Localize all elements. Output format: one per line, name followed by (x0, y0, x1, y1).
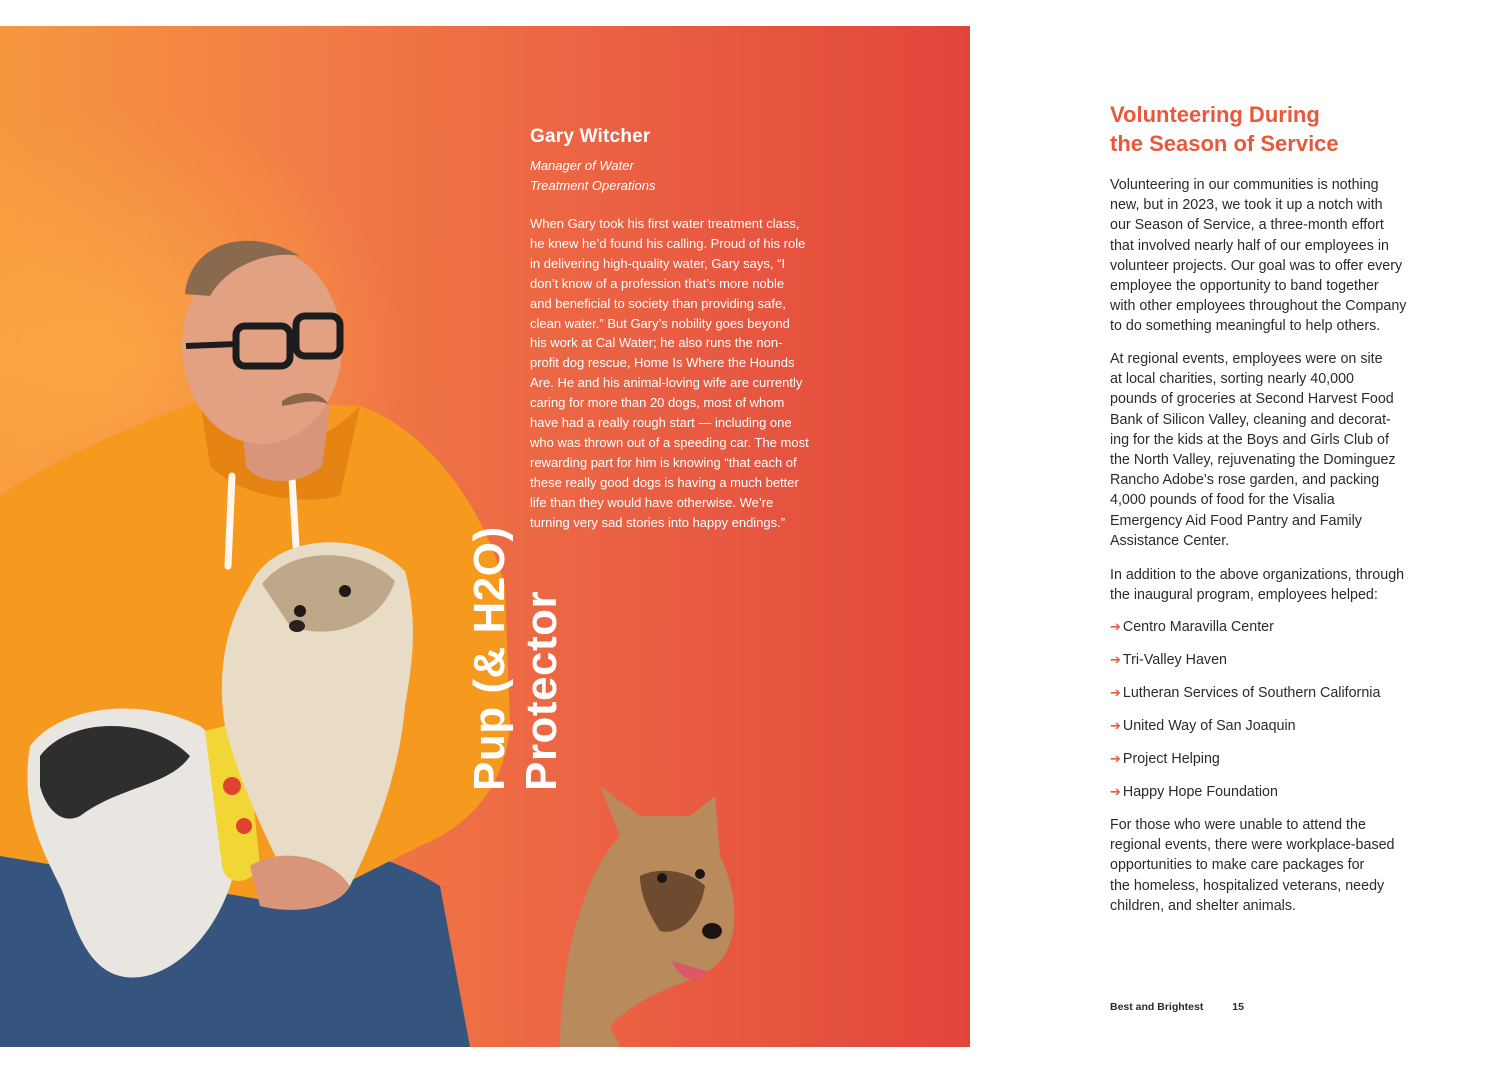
arrow-right-icon: ➔ (1110, 685, 1121, 700)
job-title-line: Treatment Operations (530, 177, 656, 193)
list-item (1110, 650, 1380, 683)
text-line: children, and shelter animals. (1110, 897, 1296, 914)
text-line: Rancho Adobe’s rose garden, and packing (1110, 472, 1380, 489)
bio-line: these really good dogs is having a much better (530, 474, 799, 490)
list-item (1110, 716, 1380, 749)
page-footer (1110, 1001, 1244, 1013)
paragraph-organizations-intro (1110, 565, 1435, 605)
profile-job-title (530, 156, 790, 195)
bio-line: life than they would have otherwise. We’re (530, 494, 774, 510)
text-line: At regional events, employees were on site (1110, 351, 1383, 367)
bio-line: who was thrown out of a speeding car. The most (530, 434, 809, 450)
bio-line: clean water.” But Gary’s nobility goes beyond (530, 315, 790, 331)
text-line: ing for the kids at the Boys and Girls Club of (1110, 431, 1389, 448)
organization-name: Happy Hope Foundation (1122, 784, 1278, 800)
organization-name: Tri-Valley Haven (1122, 652, 1227, 668)
text-line: regional events, there were workplace-based (1110, 837, 1395, 854)
text-line: new, but in 2023, we took it up a notch with (1110, 197, 1383, 214)
bio-line: profit dog rescue, Home Is Where the Hounds (530, 355, 795, 371)
bio-line: have had a really rough start — including one (530, 415, 792, 431)
bio-line: his work at Cal Water; he also runs the non- (530, 335, 783, 351)
text-line: to do something meaningful to help others. (1110, 318, 1381, 335)
organization-name: Centro Maravilla Center (1122, 619, 1274, 635)
footer-label: Best and Brightest (1110, 1001, 1204, 1013)
bio-line: caring for more than 20 dogs, most of whom (530, 395, 785, 411)
text-line: pounds of groceries at Second Harvest Food (1110, 391, 1394, 408)
bio-line: rewarding part for him is knowing “that each of (530, 454, 797, 470)
photo-panel (0, 26, 970, 1047)
list-item (1110, 749, 1380, 782)
text-line: 4,000 pounds of food for the Visalia (1110, 492, 1335, 509)
dog-right (560, 786, 734, 1047)
bio-line: and beneficial to society than providing safe, (530, 295, 786, 311)
paragraph-workplace (1110, 815, 1435, 916)
feature-title (464, 371, 568, 791)
bio-line: in delivering high-quality water, Gary says, “I (530, 255, 786, 271)
text-line: the inaugural program, employees helped: (1110, 587, 1378, 604)
profile-bio (530, 214, 835, 533)
bio-line: When Gary took his first water treatment class, (530, 216, 800, 231)
text-line: opportunities to make care packages for (1110, 857, 1365, 874)
section-heading (1110, 100, 1430, 158)
text-line: Assistance Center. (1110, 532, 1230, 549)
text-line: employee the opportunity to band together (1110, 278, 1379, 295)
text-line: For those who were unable to attend the (1110, 817, 1366, 833)
organization-name: United Way of San Joaquin (1122, 718, 1296, 734)
text-line: the North Valley, rejuvenating the Dominguez (1110, 452, 1396, 469)
text-line: Emergency Aid Food Pantry and Family (1110, 512, 1362, 529)
bio-line: turning very sad stories into happy endings.” (530, 514, 786, 530)
arrow-right-icon: ➔ (1110, 751, 1121, 766)
paragraph-intro (1110, 175, 1435, 337)
text-line: volunteer projects. Our goal was to offer every (1110, 257, 1403, 274)
arrow-right-icon: ➔ (1110, 619, 1121, 634)
text-line: In addition to the above organizations, through (1110, 567, 1405, 583)
text-line: that involved nearly half of our employees in (1110, 237, 1389, 254)
list-item (1110, 782, 1380, 815)
arrow-right-icon: ➔ (1110, 784, 1121, 799)
organizations-list (1110, 617, 1380, 815)
arrow-right-icon: ➔ (1110, 718, 1121, 733)
text-line: our Season of Service, a three-month effort (1110, 217, 1384, 234)
text-line: at local charities, sorting nearly 40,000 (1110, 371, 1354, 388)
feature-title-line: Protector (517, 590, 566, 791)
text-line: the homeless, hospitalized veterans, needy (1110, 877, 1385, 894)
job-title-line: Manager of Water (530, 158, 634, 173)
heading-line: the Season of Service (1110, 131, 1339, 156)
heading-line: Volunteering During (1110, 102, 1320, 127)
text-line: Bank of Silicon Valley, cleaning and decorat- (1110, 411, 1391, 428)
organization-name: Project Helping (1122, 751, 1220, 767)
bio-line: he knew he’d found his calling. Proud of his role (530, 235, 806, 251)
paragraph-regional-events (1110, 349, 1435, 551)
text-line: Volunteering in our communities is nothing (1110, 177, 1379, 193)
list-item (1110, 617, 1380, 650)
profile-name: Gary Witcher (530, 126, 651, 147)
organization-name: Lutheran Services of Southern California (1122, 685, 1381, 701)
bio-line: Are. He and his animal-loving wife are currently (530, 375, 803, 391)
list-item (1110, 683, 1380, 716)
arrow-right-icon: ➔ (1110, 652, 1121, 667)
page-number: 15 (1232, 1001, 1244, 1013)
bio-line: don’t know of a profession that’s more noble (530, 275, 785, 291)
text-line: with other employees throughout the Company (1110, 298, 1407, 315)
feature-title-line: Pup (& H2O) (465, 526, 514, 791)
